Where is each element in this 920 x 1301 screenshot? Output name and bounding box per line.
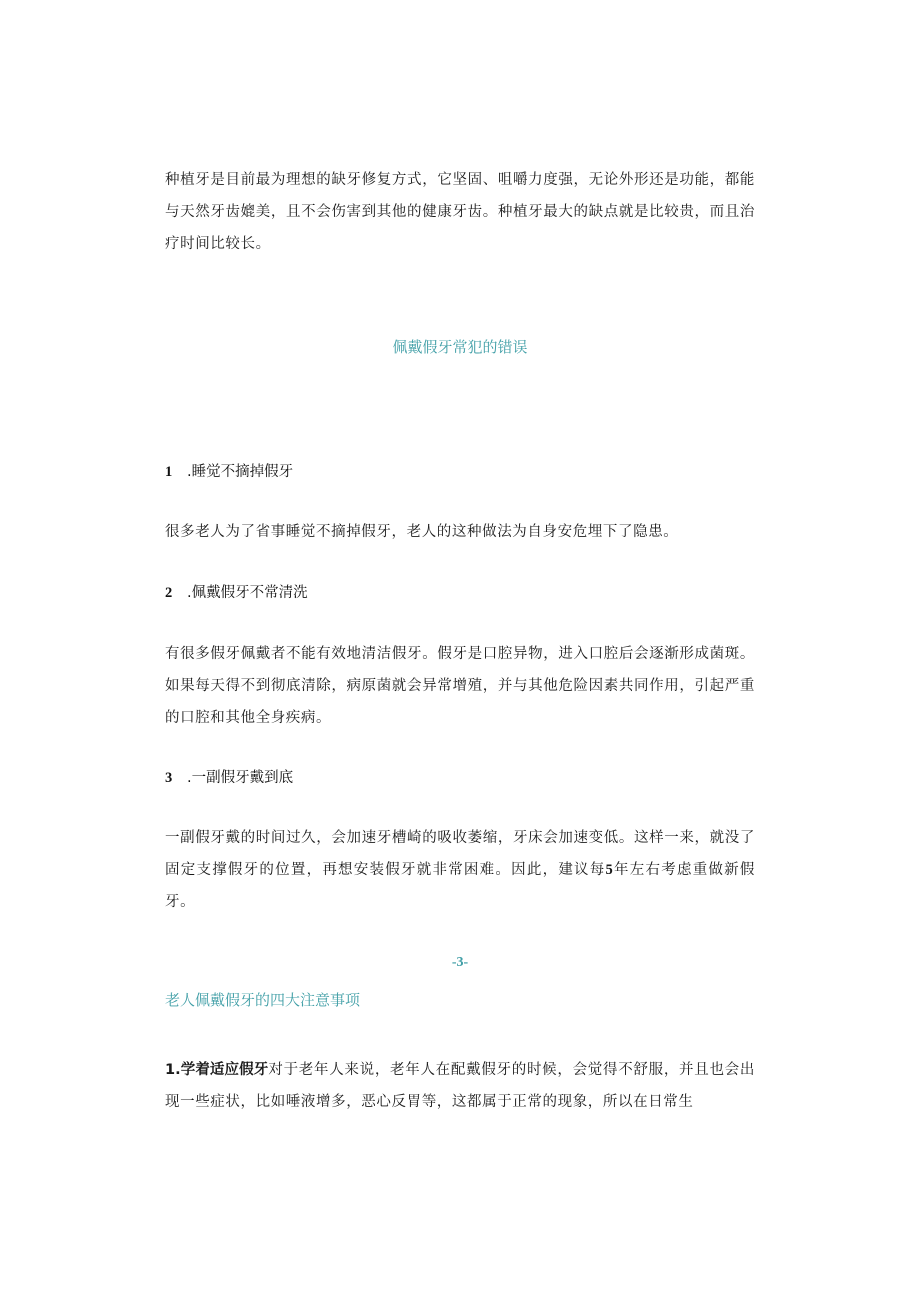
- mistake-body-3-after: 年左右考虑重做新假牙。: [165, 862, 755, 910]
- mistake-heading-3: [165, 768, 293, 788]
- mistake-body-3-before: 一副假牙戴的时间过久，会加速牙槽崎的吸收萎缩，牙床会加速变低。这样一来，就没了固定支撑假牙的位置，再想安装假牙就非常困难。因此，建议每: [165, 830, 755, 878]
- note-item-1: [165, 1054, 755, 1118]
- mistake-heading-1: [165, 462, 293, 482]
- note-item-1-body: 对于老年人来说，老年人在配戴假牙的时候，会觉得不舒服，并且也会出现一些症状，比如唾液增多，恶心反胃等，这都属于正常的现象，所以在日常生: [165, 1062, 755, 1110]
- mistake-number-3: 3: [165, 770, 173, 786]
- mistake-number-2: 2: [165, 585, 173, 601]
- intro-paragraph: 种植牙是目前最为理想的缺牙修复方式，它坚固、咀嚼力度强，无论外形还是功能，都能与天然牙齿媲美，且不会伤害到其他的健康牙齿。种植牙最大的缺点就是比较贵，而且治疗时间比较长。: [165, 172, 755, 252]
- note-item-1-lead: 1.学着适应假牙: [165, 1062, 269, 1078]
- mistake-body-1: 很多老人为了省事睡觉不摘掉假牙，老人的这种做法为自身安危埋下了隐患。: [165, 524, 679, 540]
- mistake-title-2: .佩戴假牙不常清洗: [187, 585, 308, 601]
- section-title-notes: 老人佩戴假牙的四大注意事项: [165, 991, 361, 1009]
- mistake-heading-2: [165, 583, 308, 603]
- section-title-mistakes: 佩戴假牙常犯的错误: [392, 338, 528, 356]
- page-number: -3-: [451, 955, 469, 970]
- mistake-body-3-number: 5: [605, 862, 614, 878]
- mistake-body-3: [165, 822, 755, 918]
- mistake-number-1: 1: [165, 464, 173, 480]
- mistake-title-1: .睡觉不摘掉假牙: [187, 464, 294, 480]
- mistake-body-2: 有很多假牙佩戴者不能有效地清洁假牙。假牙是口腔异物，进入口腔后会逐渐形成菌斑。如果每天得不到彻底清除，病原菌就会异常增殖，并与其他危险因素共同作用，引起严重的口腔和其他全身疾病。: [165, 646, 755, 726]
- mistake-title-3: .一副假牙戴到底: [187, 770, 294, 786]
